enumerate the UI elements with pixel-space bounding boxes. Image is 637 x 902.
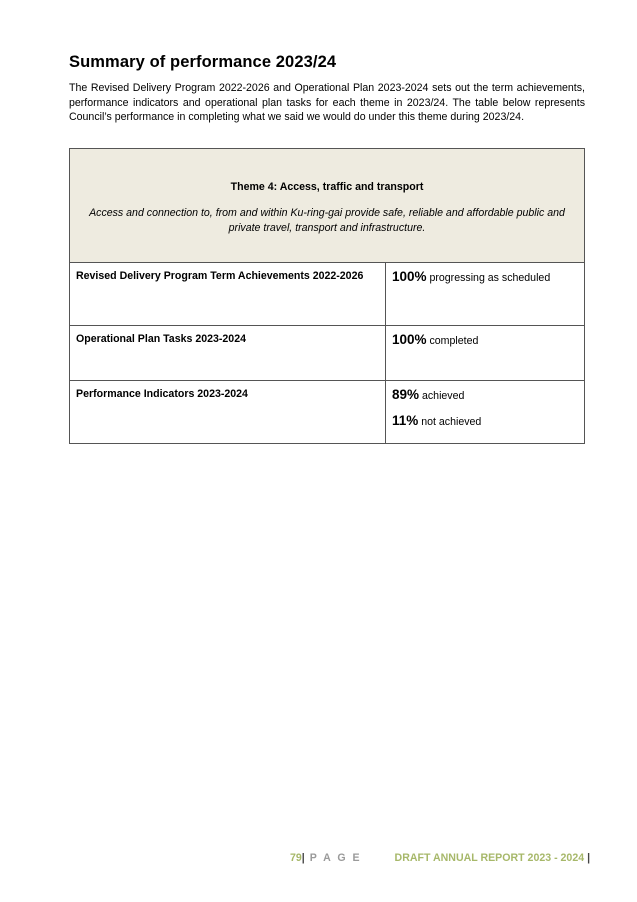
table-row: [70, 263, 585, 326]
value-text: completed: [429, 335, 479, 347]
percent-value: 11%: [392, 413, 419, 428]
row-value: [386, 263, 585, 326]
theme-header-cell: [70, 149, 585, 263]
percent-value: 100%: [392, 269, 427, 284]
performance-summary-table: [69, 148, 585, 444]
row-label: Revised Delivery Program Term Achievements 2022-2026: [70, 263, 386, 326]
percent-value: 89%: [392, 387, 420, 402]
row-value: [386, 381, 585, 444]
value-text: progressing as scheduled: [429, 272, 551, 284]
table-row: [70, 326, 585, 381]
page-footer: [290, 852, 590, 864]
percent-value: 100%: [392, 332, 427, 347]
value-text: achieved: [421, 390, 465, 402]
table-row: [70, 381, 585, 444]
value-line: [392, 332, 578, 347]
footer-separator: |: [301, 852, 305, 864]
intro-paragraph: The Revised Delivery Program 2022-2026 and Operational Plan 2023-2024 sets out the term achievements, performance indicators and operational plan tasks for each theme in 2023/24. The table below represents Council’s performance in completing what we said we would do under this theme during 2023/24.: [69, 82, 585, 123]
row-value: [386, 326, 585, 381]
value-text: not achieved: [421, 416, 482, 428]
value-line: [392, 269, 578, 284]
report-title: DRAFT ANNUAL REPORT 2023 - 2024: [394, 852, 585, 864]
value-line: [392, 387, 578, 402]
page-word: P A G E: [309, 852, 362, 864]
page-heading: Summary of performance 2023/24: [69, 53, 337, 71]
theme-header-row: [70, 149, 585, 263]
footer-end-separator: |: [587, 852, 591, 864]
value-line: [392, 413, 578, 428]
theme-title: Theme 4: Access, traffic and transport: [230, 181, 424, 193]
page-number: 79: [290, 852, 302, 864]
row-label: Operational Plan Tasks 2023-2024: [70, 326, 386, 381]
row-label: Performance Indicators 2023-2024: [70, 381, 386, 444]
theme-description: Access and connection to, from and within Ku-ring-gai provide safe, reliable and affordable public and private travel, transport and infrastructure.: [89, 207, 565, 234]
